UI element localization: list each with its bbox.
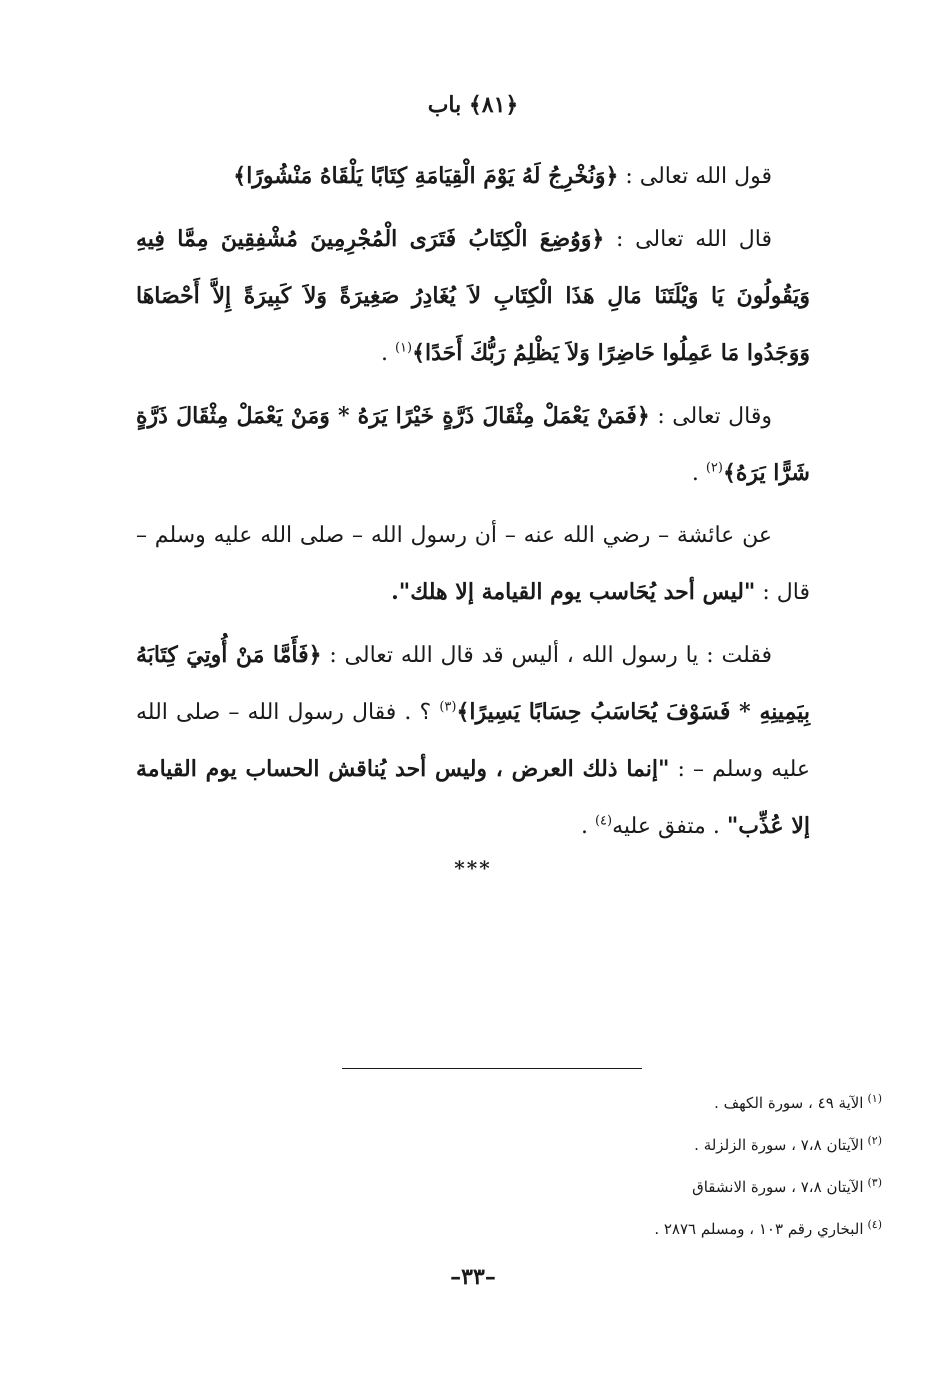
paragraph-1 (136, 148, 810, 205)
intro-label: قال الله تعالى : (616, 227, 772, 252)
narration-text: . متفق عليه (612, 814, 727, 839)
footnote-ref: (٣) (439, 699, 457, 715)
footnote-ref: (٤) (594, 813, 613, 829)
sentence-end: . (691, 461, 706, 486)
footnote-number: (٢) (867, 1134, 882, 1147)
narration-text: ؟ . فقال رسول الله – صلى الله عليه وسلم – : (136, 700, 810, 782)
paragraph-2 (136, 211, 810, 382)
hadith-quote: "إنما ذلك العرض ، وليس أحد يُناقش الحساب يوم القيامة إلا عُذِّب" (136, 756, 810, 839)
page-number: –٣٣– (450, 1264, 496, 1290)
main-text (136, 148, 810, 855)
sentence-end: . (580, 814, 595, 839)
paragraph-4 (136, 508, 810, 621)
quran-verse: ﴿فَمَنْ يَعْمَلْ مِثْقَالَ ذَرَّةٍ خَيْرًا يَرَهُ * وَمَنْ يَعْمَلْ مِثْقَالَ ذَرَّةٍ شَرًّا يَرَهُ﴾ (136, 403, 810, 486)
footnote-text: الآية ٤٩ ، سورة الكهف . (714, 1094, 864, 1112)
footnote (340, 1164, 882, 1206)
footnote-number: (١) (867, 1092, 882, 1105)
section-separator: *** (454, 856, 492, 880)
footnote-text: الآيتان ٧،٨ ، سورة الانشقاق (692, 1178, 864, 1196)
footnote-number: (٣) (867, 1176, 882, 1189)
narration-text: فقلت : يا رسول الله ، أليس قد قال الله تعالى : (329, 643, 772, 668)
footnote-text: الآيتان ٧،٨ ، سورة الزلزلة . (694, 1136, 864, 1154)
quran-verse: ﴿وَنُخْرِجُ لَهُ يَوْمَ الْقِيَامَةِ كِتَابًا يَلْقَاهُ مَنْشُورًا﴾ (233, 163, 619, 189)
footnote-number: (٤) (867, 1218, 882, 1231)
sentence-end: . (380, 341, 395, 366)
footnote-ref: (١) (394, 340, 413, 356)
hadith-quote: "ليس أحد يُحَاسب يوم القيامة إلا هلك". (391, 579, 756, 605)
footnote (340, 1080, 882, 1122)
footnote-text: البخاري رقم ١٠٣ ، ومسلم ٢٨٧٦ . (654, 1220, 864, 1238)
intro-label: قول الله تعالى : (625, 164, 772, 189)
paragraph-5 (136, 627, 810, 855)
narration-text: عن عائشة – رضي الله عنه – أن رسول الله – صلى الله عليه وسلم – قال : (136, 523, 810, 605)
chapter-title: ﴿٨١﴾ باب (427, 92, 519, 118)
paragraph-3 (136, 388, 810, 502)
footnotes (340, 1080, 882, 1248)
footnote-ref: (٢) (705, 460, 723, 476)
intro-label: وقال تعالى : (657, 404, 772, 429)
quran-verse: ﴿فَأَمَّا مَنْ أُوتِيَ كِتَابَهُ بِيَمِينِهِ * فَسَوْفَ يُحَاسَبُ حِسَابًا يَسِيرًا﴾ (136, 642, 811, 725)
quran-verse: ﴿وَوُضِعَ الْكِتَابُ فَتَرَى الْمُجْرِمِينَ مُشْفِقِينَ مِمَّا فِيهِ وَيَقُولُونَ يَا وَيْلَتَنَا مَالِ هَذَا الْكِتَابِ لاَ يُغَادِرُ صَغِيرَةً وَلاَ كَبِيرَةً إِلاَّ أَحْصَاهَا وَوَجَدُوا مَا عَمِلُوا حَاضِرًا وَلاَ يَظْلِمُ رَبُّكَ أَحَدًا﴾ (136, 226, 810, 366)
footnote-rule (342, 1068, 642, 1069)
footnote (340, 1206, 882, 1248)
footnote (340, 1122, 882, 1164)
